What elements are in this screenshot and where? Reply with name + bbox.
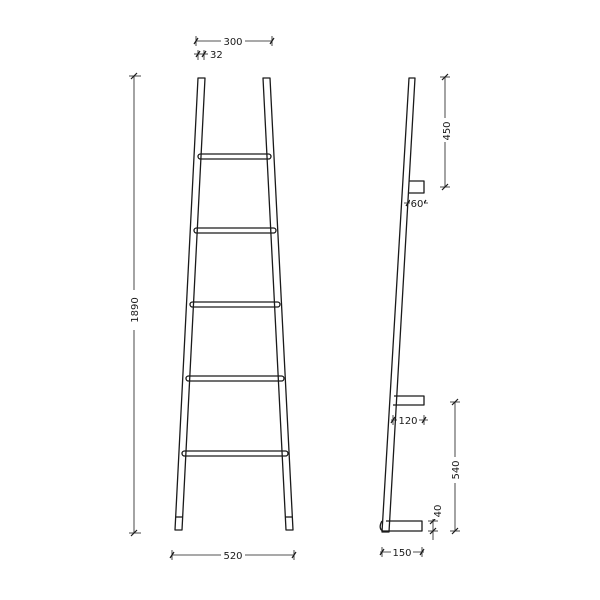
rung-5 bbox=[182, 451, 288, 456]
top-hook bbox=[408, 181, 424, 193]
dim-hook-depth-label: 60 bbox=[410, 199, 424, 210]
rung-1 bbox=[198, 154, 271, 159]
dim-rail-width bbox=[194, 50, 223, 61]
right-rail bbox=[263, 78, 293, 530]
rung-4 bbox=[186, 376, 284, 381]
dim-top-spacing-label: 450 bbox=[442, 121, 453, 141]
dim-foot-height bbox=[428, 503, 444, 540]
dim-top-width bbox=[194, 34, 274, 48]
dim-foot-hook bbox=[391, 414, 428, 427]
dim-base-width bbox=[170, 549, 296, 562]
rung-2 bbox=[194, 228, 276, 233]
rung-3 bbox=[190, 302, 280, 307]
side-foot bbox=[380, 521, 422, 531]
dim-height bbox=[128, 73, 141, 536]
dim-base-width-label: 520 bbox=[223, 551, 243, 562]
middle-hook bbox=[393, 396, 424, 405]
side-view-ladder bbox=[380, 78, 424, 532]
dim-foot-width-label: 150 bbox=[392, 548, 412, 559]
dim-foot-width bbox=[380, 546, 424, 559]
dim-rail-width-label: 32 bbox=[210, 50, 223, 61]
dim-top-spacing bbox=[440, 74, 453, 190]
dim-foot-hook-label: 120 bbox=[398, 416, 418, 427]
dim-foot-height-label: 40 bbox=[433, 504, 444, 518]
dim-lower-spacing-label: 540 bbox=[451, 460, 462, 480]
dim-top-width-label: 300 bbox=[223, 37, 243, 48]
front-view-ladder bbox=[175, 78, 293, 530]
dim-lower-spacing bbox=[449, 399, 462, 534]
dim-height-label: 1890 bbox=[130, 297, 141, 323]
